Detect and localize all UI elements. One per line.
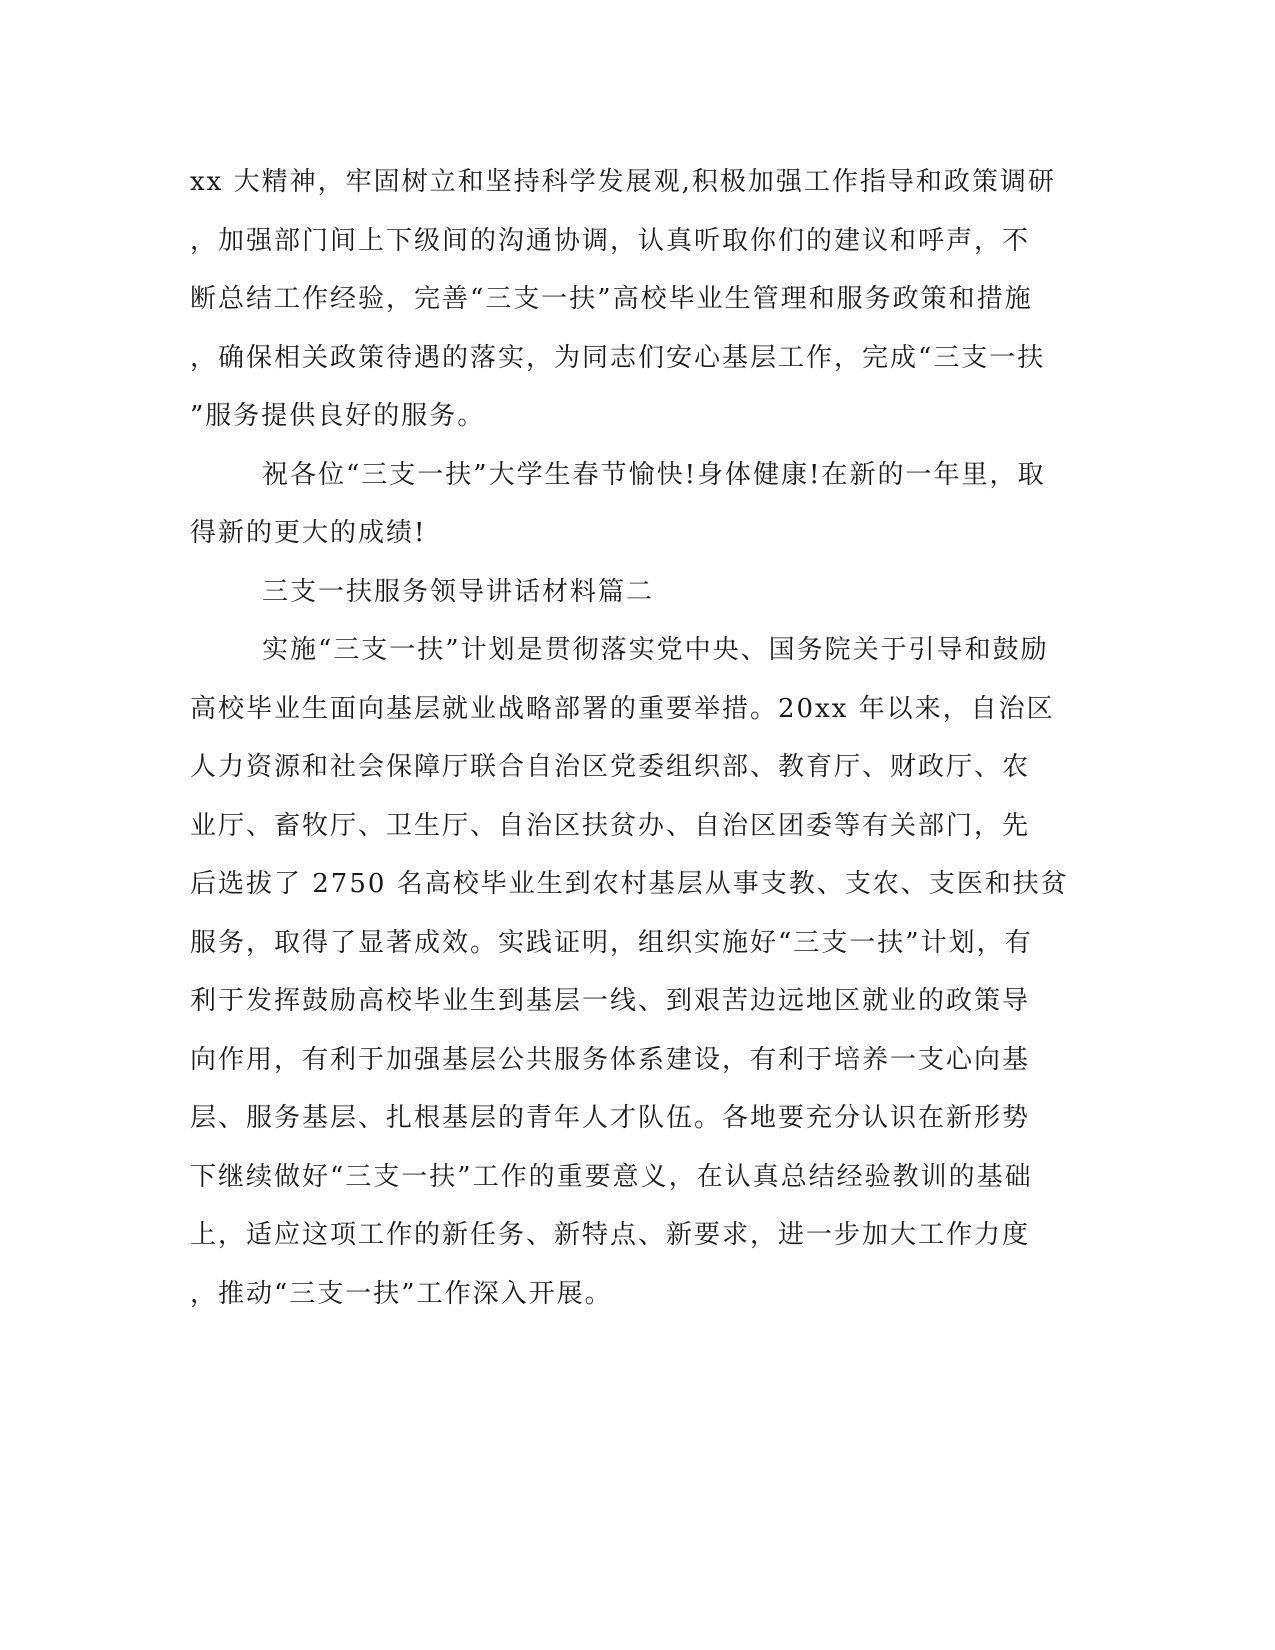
paragraph-line: 后选拔了 2750 名高校毕业生到农村基层从事支教、支农、支医和扶贫 [190, 869, 1069, 899]
section-heading: 三支一扶服务领导讲话材料篇二 [262, 577, 655, 607]
paragraph-line: 层、服务基层、扎根基层的青年人才队伍。各地要充分认识在新形势 [190, 1103, 1031, 1133]
paragraph-line: 断总结工作经验，完善“三支一扶”高校毕业生管理和服务政策和措施 [190, 284, 1033, 314]
paragraph-line: xx 大精神，牢固树立和坚持科学发展观,积极加强工作指导和政策调研 [190, 167, 1056, 197]
paragraph-line: 人力资源和社会保障厅联合自治区党委组织部、教育厅、财政厅、农 [190, 752, 1031, 782]
paragraph-line: 服务，取得了显著成效。实践证明，组织实施好“三支一扶”计划，有 [190, 928, 1033, 958]
paragraph-line: 下继续做好“三支一扶”工作的重要意义，在认真总结经验教训的基础 [190, 1162, 1033, 1192]
paragraph-line: 高校毕业生面向基层就业战略部署的重要举措。20xx 年以来，自治区 [190, 694, 1055, 724]
paragraph-line: 上，适应这项工作的新任务、新特点、新要求，进一步加大工作力度 [190, 1220, 1031, 1250]
paragraph-line: 实施“三支一扶”计划是贯彻落实党中央、国务院关于引导和鼓励 [262, 635, 1049, 665]
paragraph-line: ，确保相关政策待遇的落实，为同志们安心基层工作，完成“三支一扶 [190, 343, 1046, 373]
paragraph-line: 祝各位“三支一扶”大学生春节愉快!身体健康!在新的一年里，取 [262, 460, 1046, 490]
paragraph-line: ，加强部门间上下级间的沟通协调，认真听取你们的建议和呼声，不 [190, 226, 1031, 256]
paragraph-line: ”服务提供良好的服务。 [190, 401, 486, 431]
paragraph-line: 利于发挥鼓励高校毕业生到基层一线、到艰苦边远地区就业的政策导 [190, 986, 1031, 1016]
paragraph-line: 向作用，有利于加强基层公共服务体系建设，有利于培养一支心向基 [190, 1045, 1031, 1075]
paragraph-line: 得新的更大的成绩! [190, 518, 427, 548]
paragraph-line: 业厅、畜牧厅、卫生厅、自治区扶贫办、自治区团委等有关部门，先 [190, 811, 1031, 841]
paragraph-line: ，推动“三支一扶”工作深入开展。 [190, 1279, 613, 1309]
